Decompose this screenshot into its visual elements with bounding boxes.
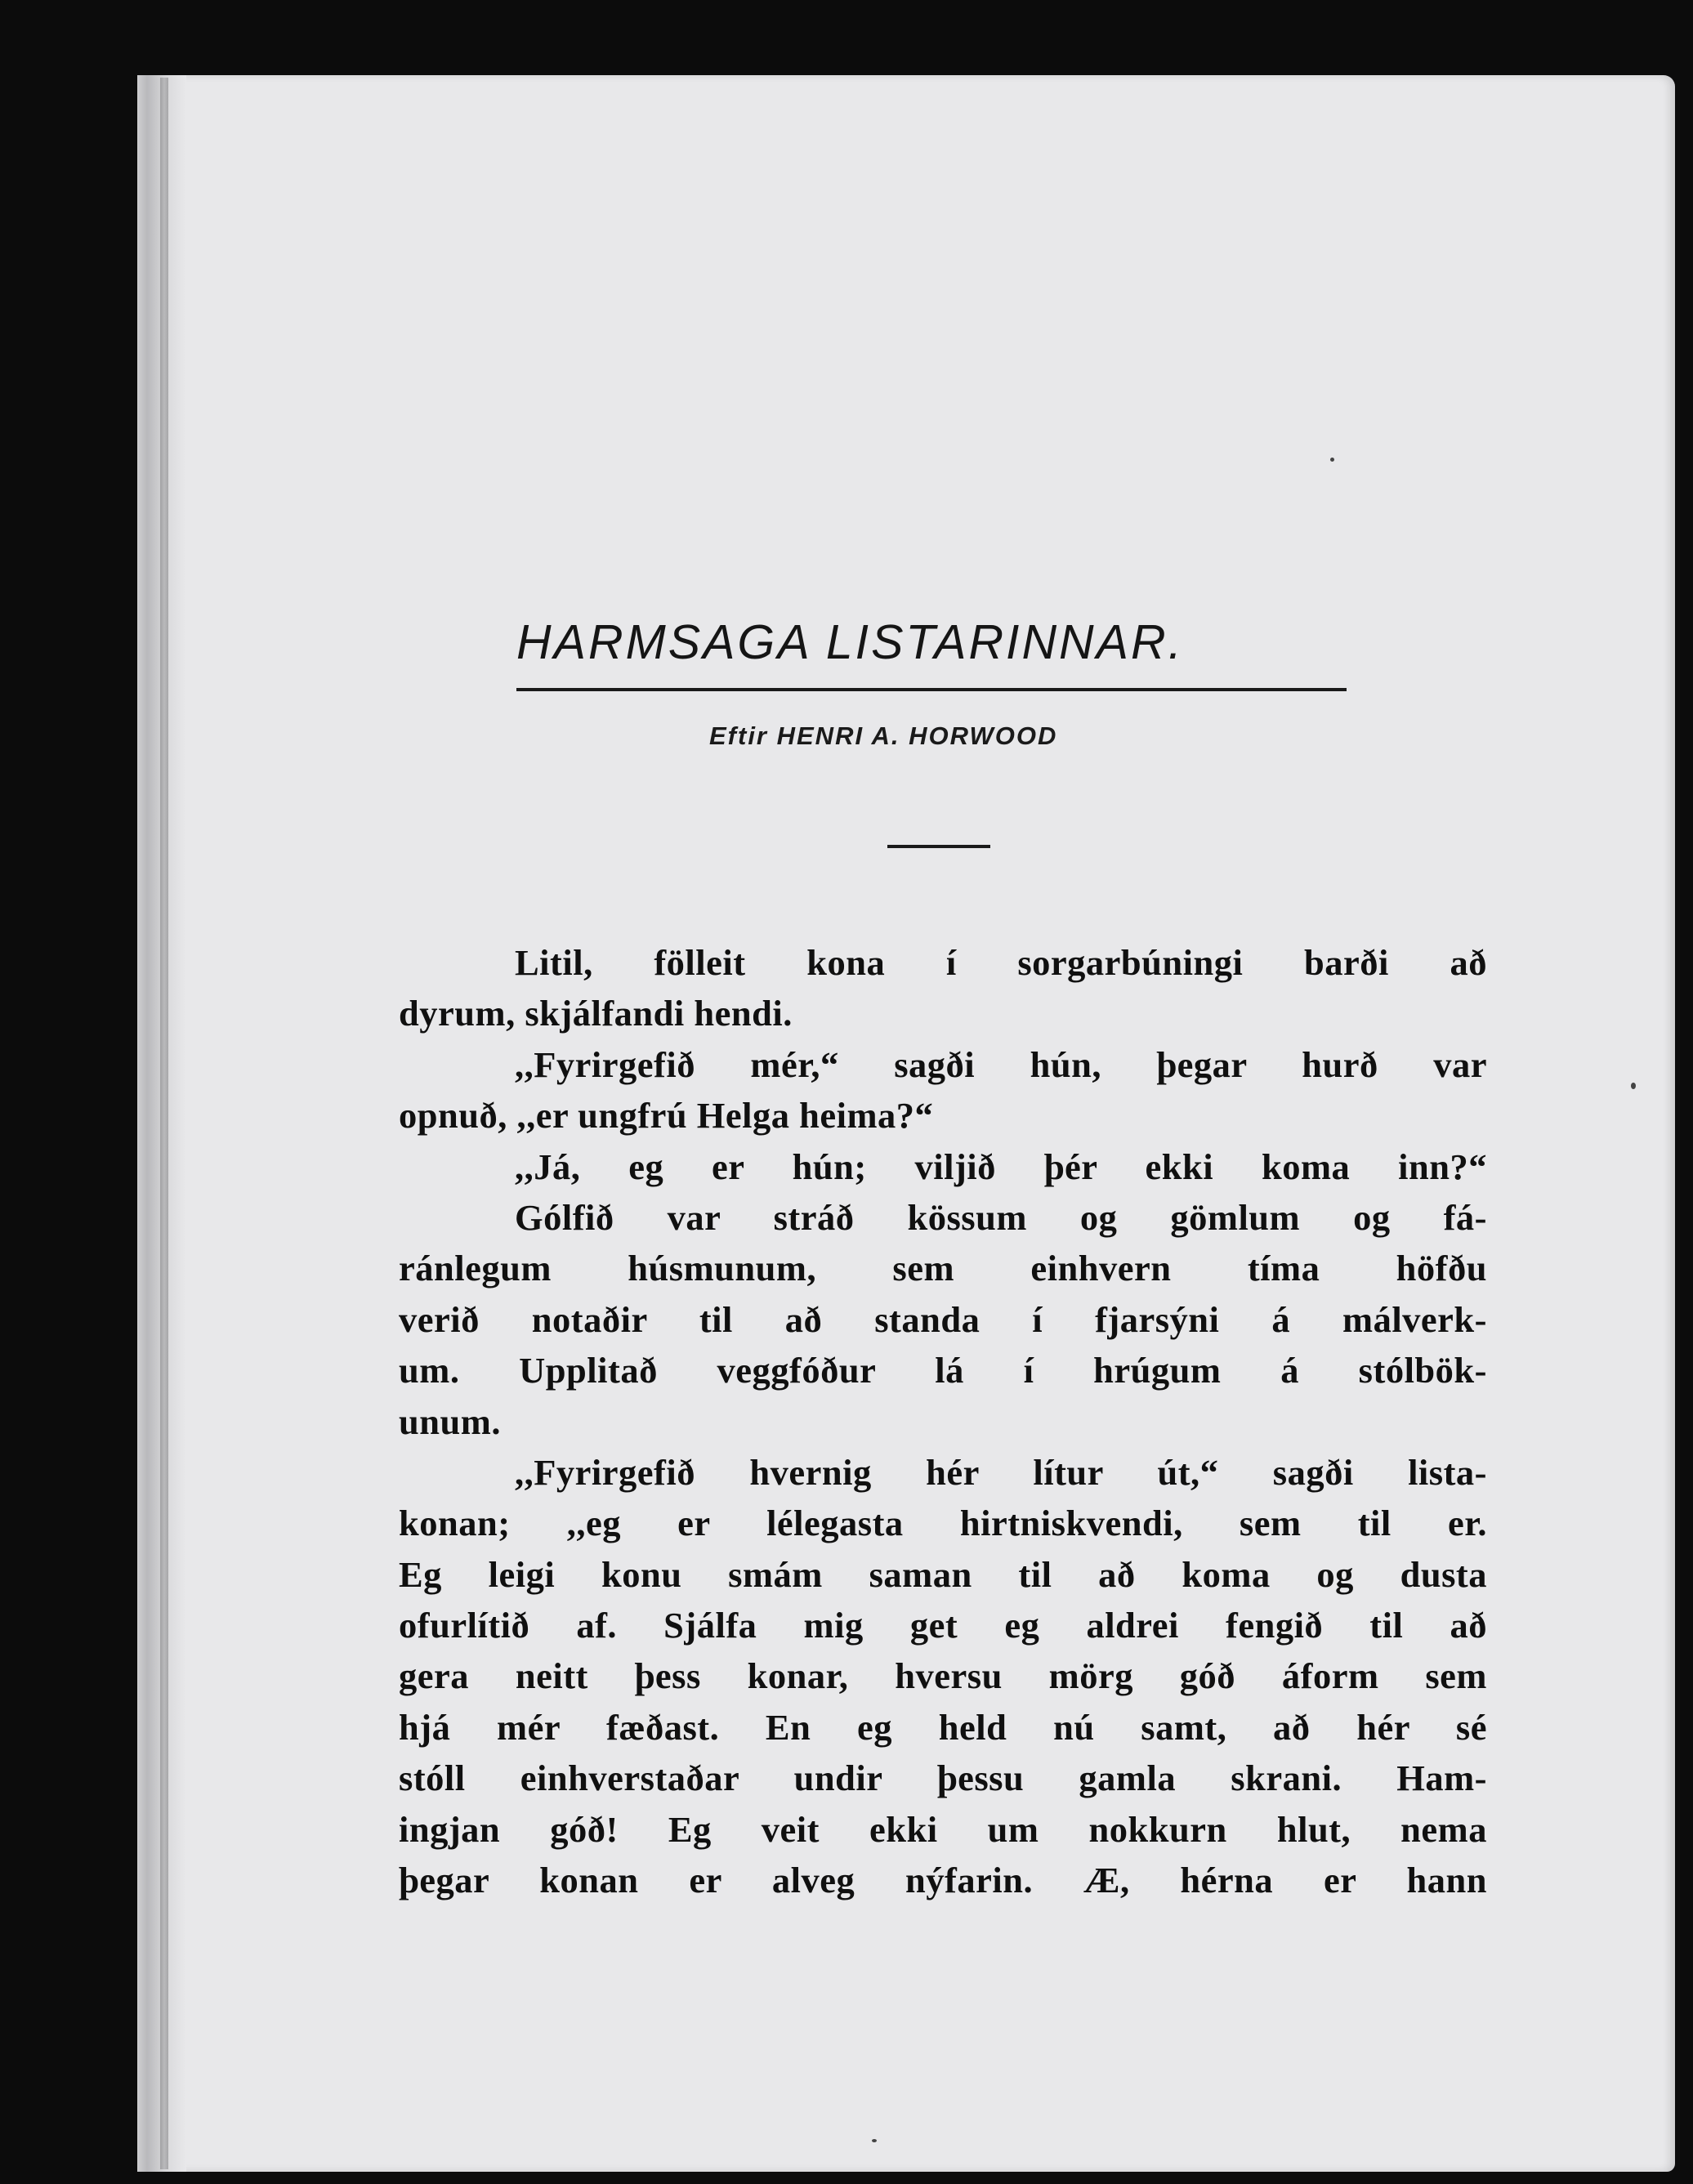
text-line: ingjan góð! Eg veit ekki um nokkurn hlut, nema [399, 1808, 1487, 1850]
author-byline: Eftir HENRI A. HORWOOD [709, 721, 1058, 750]
text-line: hjá mér fæðast. En eg held nú samt, að hér sé [399, 1706, 1487, 1748]
text-line: ,,Fyrirgefið hvernig hér lítur út,“ sagði lista- [515, 1451, 1487, 1493]
binding-edge [160, 78, 168, 2169]
title-underline [516, 688, 1347, 691]
text-line: ,,Já, eg er hún; viljið þér ekki koma inn?“ [515, 1146, 1487, 1187]
section-divider [887, 845, 990, 848]
text-line: ránlegum húsmunum, sem einhvern tíma höfðu [399, 1248, 1487, 1289]
text-line: ,,Fyrirgefið mér,“ sagði hún, þegar hurð var [515, 1043, 1487, 1085]
text-line: ofurlítið af. Sjálfa mig get eg aldrei fengið til að [399, 1605, 1487, 1646]
scan-speck [1330, 458, 1334, 462]
text-line: konan; ,,eg er lélegasta hirtniskvendi, sem til er. [399, 1503, 1487, 1544]
text-line: Gólfið var stráð kössum og gömlum og fá- [515, 1196, 1487, 1238]
text-line: Eg leigi konu smám saman til að koma og dusta [399, 1553, 1487, 1595]
text-line: þegar konan er alveg nýfarin. Æ, hérna er hann [399, 1860, 1487, 1901]
text-line: unum. [399, 1400, 501, 1442]
text-line: verið notaðir til að standa í fjarsýni á málverk- [399, 1298, 1487, 1340]
text-line: um. Upplitað veggfóður lá í hrúgum á stólbök- [399, 1350, 1487, 1391]
scan-speck [872, 2139, 877, 2142]
text-line: stóll einhverstaðar undir þessu gamla skrani. Ham- [399, 1757, 1487, 1799]
text-line: opnuð, ,,er ungfrú Helga heima?“ [399, 1095, 934, 1137]
text-line: dyrum, skjálfandi hendi. [399, 993, 793, 1034]
text-line: Litil, fölleit kona í sorgarbúningi barði að [515, 942, 1487, 983]
scan-speck [1631, 1083, 1636, 1089]
text-line: gera neitt þess konar, hversu mörg góð áform sem [399, 1655, 1487, 1697]
article-title: HARMSAGA LISTARINNAR. [516, 615, 1185, 669]
article-body [399, 937, 1487, 1905]
